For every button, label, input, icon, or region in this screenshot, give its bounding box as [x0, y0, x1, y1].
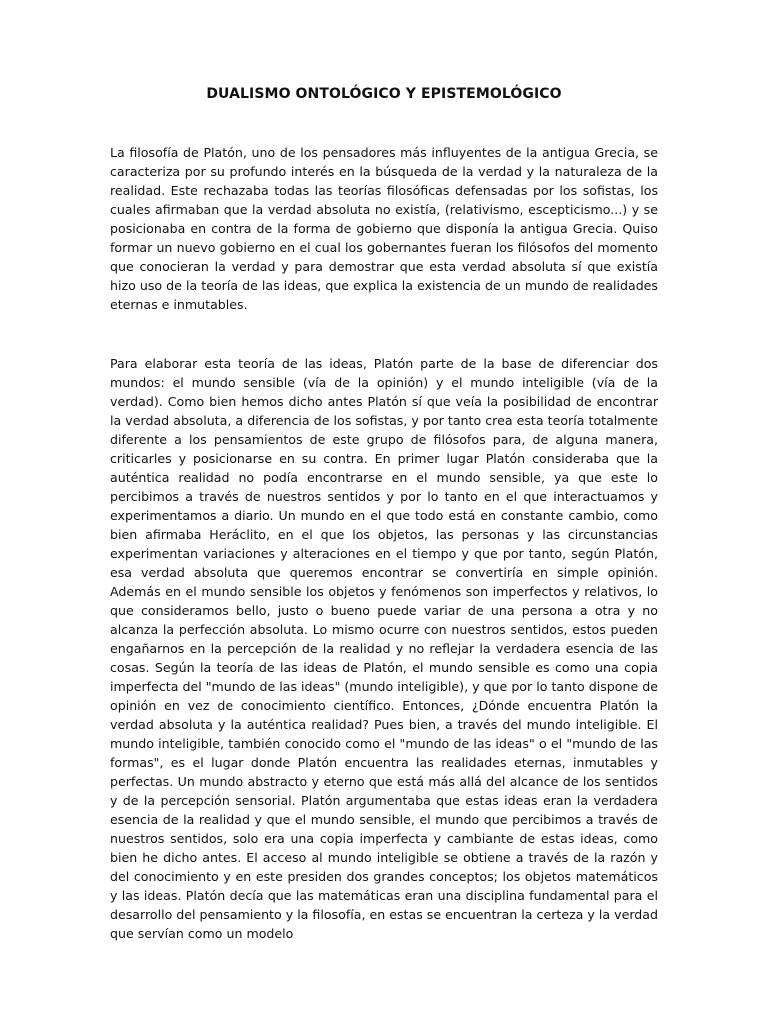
paragraph-intro: La filosofía de Platón, uno de los pensadores más influyentes de la antigua Grecia, se caracteriza por su profundo interés en la búsqueda de la verdad y la naturaleza de la realidad. Este rechazaba todas las teorías filosóficas defensadas por los sofistas, los cuales afirmaban que la verdad absoluta no existía, (relativismo, escepticismo...) y se posicionaba en contra de la forma de gobierno que disponía la antigua Grecia. Quiso formar un nuevo gobierno en el cual los gobernantes fueran los filósofos del momento que conocieran la verdad y para demostrar que esta verdad absoluta sí que existía hizo uso de la teoría de las ideas, que explica la existencia de un mundo de realidades eternas e inmutables. [110, 145, 658, 312]
document-title: DUALISMO ONTOLÓGICO Y EPISTEMOLÓGICO [206, 86, 562, 102]
paragraph-theory-of-ideas: Para elaborar esta teoría de las ideas, Platón parte de la base de diferenciar dos mundos: el mundo sensible (vía de la opinión) y el mundo inteligible (vía de la verdad). Como bien hemos dicho antes Platón sí que veía la posibilidad de encontrar la verdad absoluta, a diferencia de los sofistas, y por tanto crea esta teoría totalmente diferente a los pensamientos de este grupo de filósofos para, de alguna manera, criticarles y posicionarse en su contra. En primer lugar Platón consideraba que la auténtica realidad no podía encontrarse en el mundo sensible, ya que este lo percibimos a través de nuestros sentidos y por lo tanto en el que interactuamos y experimentamos a diario. Un mundo en el que todo está en constante cambio, como bien afirmaba Heráclito, en el que los objetos, las personas y las circunstancias experimentan variaciones y alteraciones en el tiempo y que por tanto, según Platón, esa verdad absoluta que queremos encontrar se convertiría en simple opinión. Además en el mundo sensible los objetos y fenómenos son imperfectos y relativos, lo que consideramos bello, justo o bueno puede variar de una persona a otra y no alcanza la perfección absoluta. Lo mismo ocurre con nuestros sentidos, estos pueden engañarnos en la percepción de la realidad y no reflejar la verdadera esencia de las cosas. Según la teoría de las ideas de Platón, el mundo sensible es como una copia imperfecta del "mundo de las ideas" (mundo inteligible), y que por lo tanto dispone de opinión en vez de conocimiento científico. Entonces, ¿Dónde encuentra Platón la verdad absoluta y la auténtica realidad? Pues bien, a través del mundo inteligible. El mundo inteligible, también conocido como el "mundo de las ideas" o el "mundo de las formas", es el lugar donde Platón encuentra las realidades eternas, inmutables y perfectas. Un mundo abstracto y eterno que está más allá del alcance de los sentidos y de la percepción sensorial. Platón argumentaba que estas ideas eran la verdadera esencia de la realidad y que el mundo sensible, el mundo que percibimos a través de nuestros sentidos, solo era una copia imperfecta y cambiante de estas ideas, como bien he dicho antes. El acceso al mundo inteligible se obtiene a través de la razón y del conocimiento y en este presiden dos grandes conceptos; los objetos matemáticos y las ideas. Platón decía que las matemáticas eran una disciplina fundamental para el desarrollo del pensamiento y la filosofía, en estas se encuentran la certeza y la verdad que servían como un modelo [110, 356, 658, 941]
